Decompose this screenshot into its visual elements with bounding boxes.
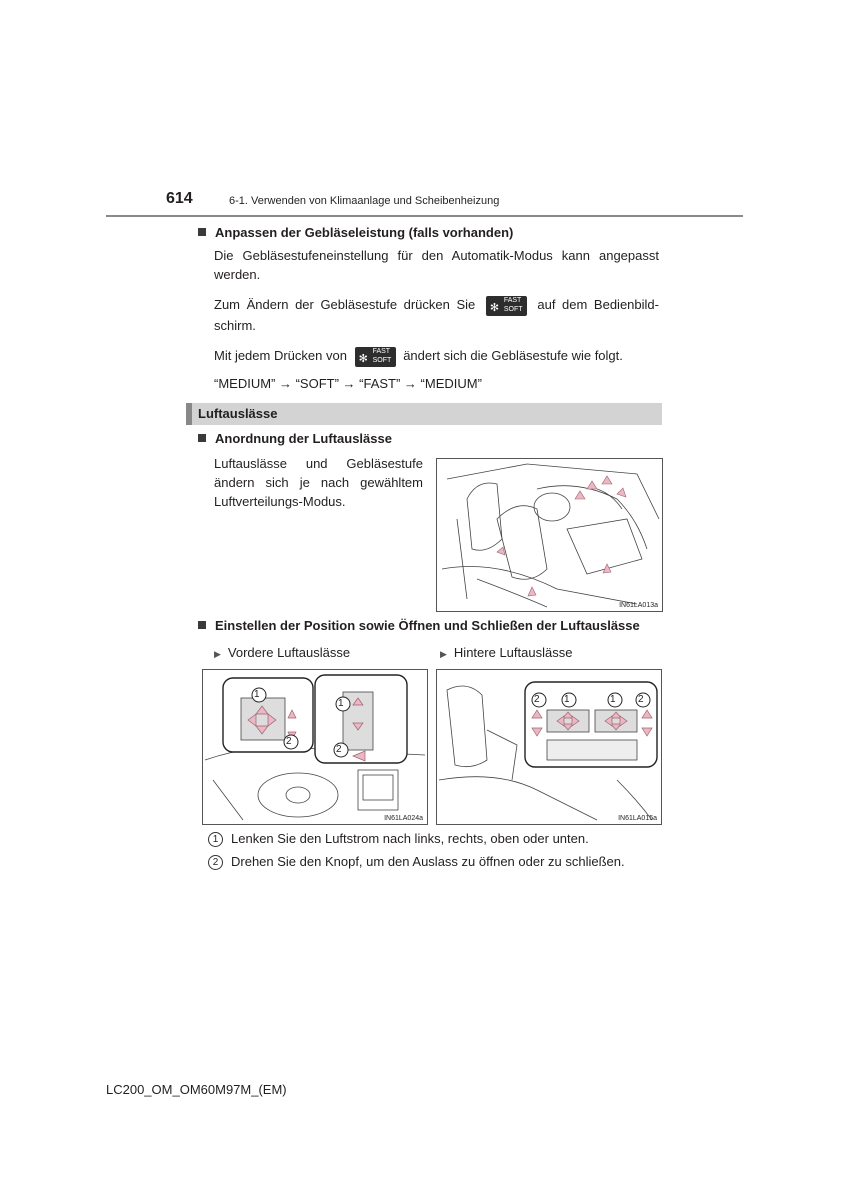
- rear-vents-text: Hintere Luftauslässe: [453, 645, 573, 660]
- fan-icon: ✻: [489, 301, 500, 314]
- section-title: 6-1. Verwenden von Klimaanlage und Scheibenheizung: [229, 195, 500, 207]
- arrangement-heading-text: Anordnung der Luftauslässe: [215, 431, 392, 446]
- blower-heading: [198, 225, 513, 240]
- blower-para3: [214, 346, 659, 367]
- fan-icon: ✻: [358, 352, 368, 365]
- front-vents-figure: [202, 669, 428, 825]
- front-vents-label: [214, 643, 350, 664]
- note-1-text: Lenken Sie den Luftstrom nach links, rechts, oben oder unten.: [231, 831, 589, 846]
- button-label-fast: FAST: [503, 296, 522, 304]
- interior-figure: [436, 458, 663, 612]
- blower-para2-before: Zum Ändern der Gebläsestufe drücken Sie: [214, 297, 476, 312]
- note-2: [208, 852, 625, 871]
- bullet-square-icon: [198, 621, 206, 629]
- section-bar-title: Luftauslässe: [198, 406, 278, 421]
- button-label-soft: SOFT: [503, 305, 523, 313]
- section-bar: [186, 403, 662, 425]
- interior-illustration: [437, 459, 662, 611]
- callout-2: 2: [336, 744, 342, 755]
- note-1: [208, 829, 589, 848]
- circled-number-2: 2: [208, 855, 223, 870]
- header-rule: [106, 215, 743, 217]
- button-label-fast: FAST: [372, 347, 391, 355]
- blower-para2: [214, 295, 659, 335]
- callout-2: 2: [286, 736, 292, 747]
- front-vents-text: Vordere Luftauslässe: [227, 645, 351, 660]
- callout-1: 1: [564, 694, 570, 705]
- blower-para1: Die Gebläsestufeneinstellung für den Automatik-Modus kann angepasst werden.: [214, 248, 659, 282]
- callout-2: 2: [534, 694, 540, 705]
- callout-1: 1: [254, 689, 260, 700]
- button-label-soft: SOFT: [372, 356, 392, 364]
- bullet-square-icon: [198, 228, 206, 236]
- position-heading-text: Einstellen der Position sowie Öffnen und Schließen der Luftauslässe: [215, 618, 640, 633]
- speed-sequence: “MEDIUM” → “SOFT” → “FAST” → “MEDIUM”: [214, 376, 482, 391]
- rear-vents-label: [440, 643, 572, 664]
- rear-vents-illustration: [437, 670, 661, 824]
- position-heading: [198, 618, 640, 633]
- blower-heading-text: Anpassen der Gebläseleistung (falls vorhanden): [215, 225, 514, 240]
- page-number: 614: [166, 190, 193, 207]
- callout-1: 1: [338, 698, 344, 709]
- callout-2: 2: [638, 694, 644, 705]
- figure-code: IN61LA024a: [384, 815, 423, 822]
- bullet-square-icon: [198, 434, 206, 442]
- blower-para3-after: ändert sich die Gebläsestufe wie folgt.: [403, 348, 623, 363]
- note-2-text: Drehen Sie den Knopf, um den Auslass zu öffnen oder zu schließen.: [231, 854, 625, 869]
- arrangement-text: Luftauslässe und Gebläsestufe ändern sich je nach gewähltem Luftverteilungs-Modus.: [214, 456, 423, 509]
- figure-code: IN61LA015a: [618, 815, 657, 822]
- callout-1: 1: [610, 694, 616, 705]
- arrangement-heading: [198, 431, 392, 446]
- rear-vents-figure: [436, 669, 662, 825]
- figure-code: IN61LA013a: [619, 602, 658, 609]
- footer-code: LC200_OM_OM60M97M_(EM): [106, 1082, 287, 1097]
- fan-speed-button-inline: [355, 347, 396, 367]
- circled-number-1: 1: [208, 832, 223, 847]
- blower-para3-before: Mit jedem Drücken von: [214, 348, 347, 363]
- blower-para2-after: auf dem Bedienbild-schirm.: [214, 297, 659, 333]
- triangle-bullet-icon: ▶: [440, 649, 447, 659]
- triangle-bullet-icon: ▶: [214, 649, 221, 659]
- fan-speed-button: [486, 296, 527, 316]
- front-vents-illustration: [203, 670, 427, 824]
